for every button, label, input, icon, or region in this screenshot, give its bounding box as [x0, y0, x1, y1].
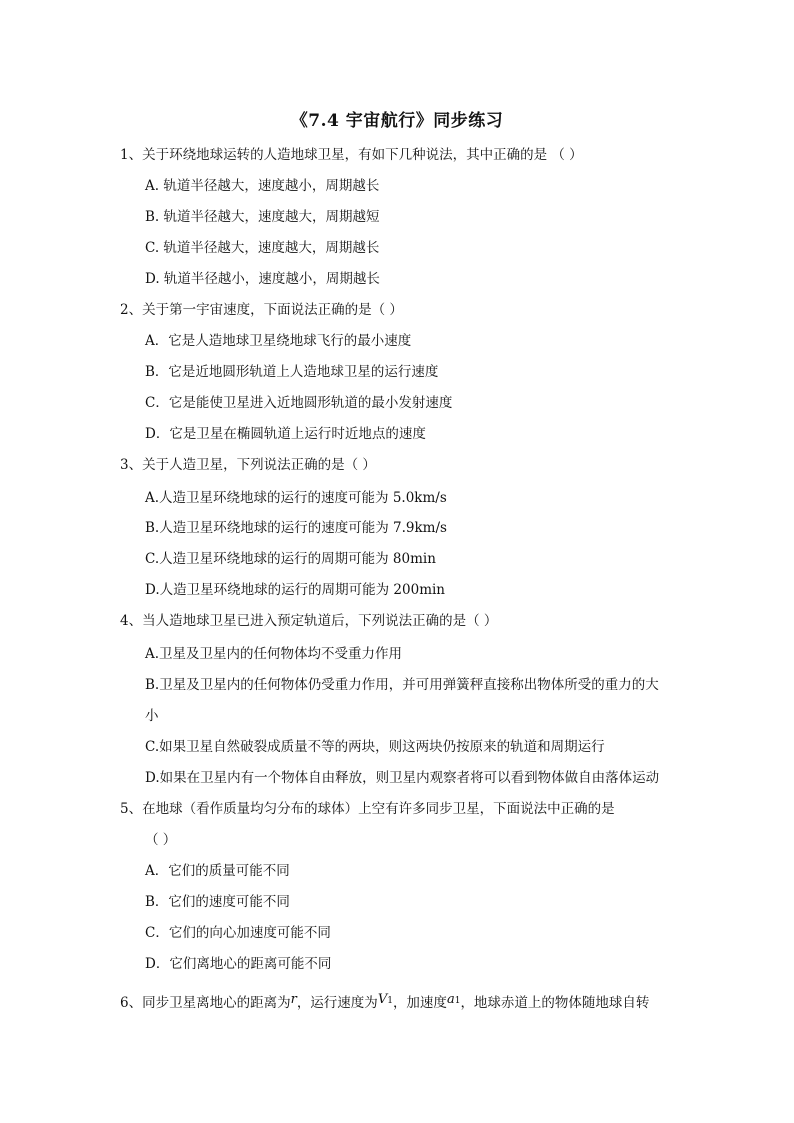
question-1-option-b: B. 轨道半径越大，速度越大，周期越短 — [145, 209, 380, 225]
question-6-text-2: ，运行速度为 — [296, 995, 378, 1011]
question-3-option-d: D.人造卫星环绕地球的运行的周期可能为 200min — [145, 582, 446, 598]
question-3-option-a: A.人造卫星环绕地球的运行的速度可能为 5.0km/s — [145, 490, 447, 506]
question-4-option-d: D.如果在卫星内有一个物体自由释放，则卫星内观察者将可以看到物体做自由落体运动 — [145, 770, 660, 786]
question-6-text-4: ，地球赤道上的物体随地球自转 — [460, 995, 650, 1011]
page-title: 《7.4 宇宙航行》同步练习 — [290, 111, 504, 131]
question-1-option-a: A. 轨道半径越大，速度越小，周期越长 — [145, 178, 380, 194]
question-1-option-d: D. 轨道半径越小，速度越小，周期越长 — [145, 271, 380, 287]
question-2-option-c: C．它是能使卫星进入近地圆形轨道的最小发射速度 — [145, 395, 453, 411]
question-3-option-b: B.人造卫星环绕地球的运行的速度可能为 7.9km/s — [145, 520, 447, 536]
question-5-option-b: B．它们的速度可能不同 — [145, 894, 290, 910]
question-5-option-d: D．它们离地心的距离可能不同 — [145, 956, 332, 972]
question-6-stem — [120, 994, 649, 1014]
question-3-option-c: C.人造卫星环绕地球的运行的周期可能为 80min — [145, 551, 436, 567]
question-4-option-a: A.卫星及卫星内的任何物体均不受重力作用 — [145, 646, 403, 662]
question-1-option-c: C. 轨道半径越大，速度越大，周期越长 — [145, 240, 380, 256]
question-4-option-c: C.如果卫星自然破裂成质量不等的两块，则这两块仍按原来的轨道和周期运行 — [145, 739, 605, 755]
question-2-option-d: D．它是卫星在椭圆轨道上运行时近地点的速度 — [145, 426, 426, 442]
question-2-option-a: A．它是人造地球卫星绕地球飞行的最小速度 — [145, 333, 412, 349]
question-4-option-b: B.卫星及卫星内的任何物体仍受重力作用，并可用弹簧秤直接称出物体所受的重力的大 — [145, 677, 659, 693]
math-var-r: r — [290, 992, 297, 1007]
question-5-option-c: C．它们的向心加速度可能不同 — [145, 925, 331, 941]
question-4-option-b-continued: 小 — [145, 708, 159, 724]
math-var-v: V — [377, 992, 388, 1007]
question-5-option-a: A．它们的质量可能不同 — [145, 863, 290, 879]
math-var-v1 — [378, 992, 393, 1007]
question-6-text-1: 6、同步卫星离地心的距离为 — [120, 995, 291, 1011]
question-2-stem: 2、关于第一宇宙速度，下面说法正确的是（ ） — [120, 302, 403, 318]
question-5-answer-blank: （ ） — [145, 832, 177, 848]
question-4-stem: 4、当人造地球卫星已进入预定轨道后，下列说法正确的是（ ） — [120, 613, 498, 629]
math-var-a1 — [447, 992, 461, 1007]
question-6-text-3: ，加速度 — [392, 995, 447, 1011]
math-var-a-subscript: 1 — [454, 996, 461, 1006]
question-2-option-b: B．它是近地圆形轨道上人造地球卫星的运行速度 — [145, 364, 439, 380]
question-3-stem: 3、关于人造卫星，下列说法正确的是（ ） — [120, 457, 376, 473]
question-5-stem: 5、在地球（看作质量均匀分布的球体）上空有许多同步卫星，下面说法中正确的是 — [120, 801, 615, 817]
math-var-v-subscript: 1 — [387, 996, 393, 1006]
question-1-stem: 1、关于环绕地球运转的人造地球卫星，有如下几种说法，其中正确的是 （ ） — [120, 147, 583, 163]
math-var-a: a — [446, 992, 455, 1007]
